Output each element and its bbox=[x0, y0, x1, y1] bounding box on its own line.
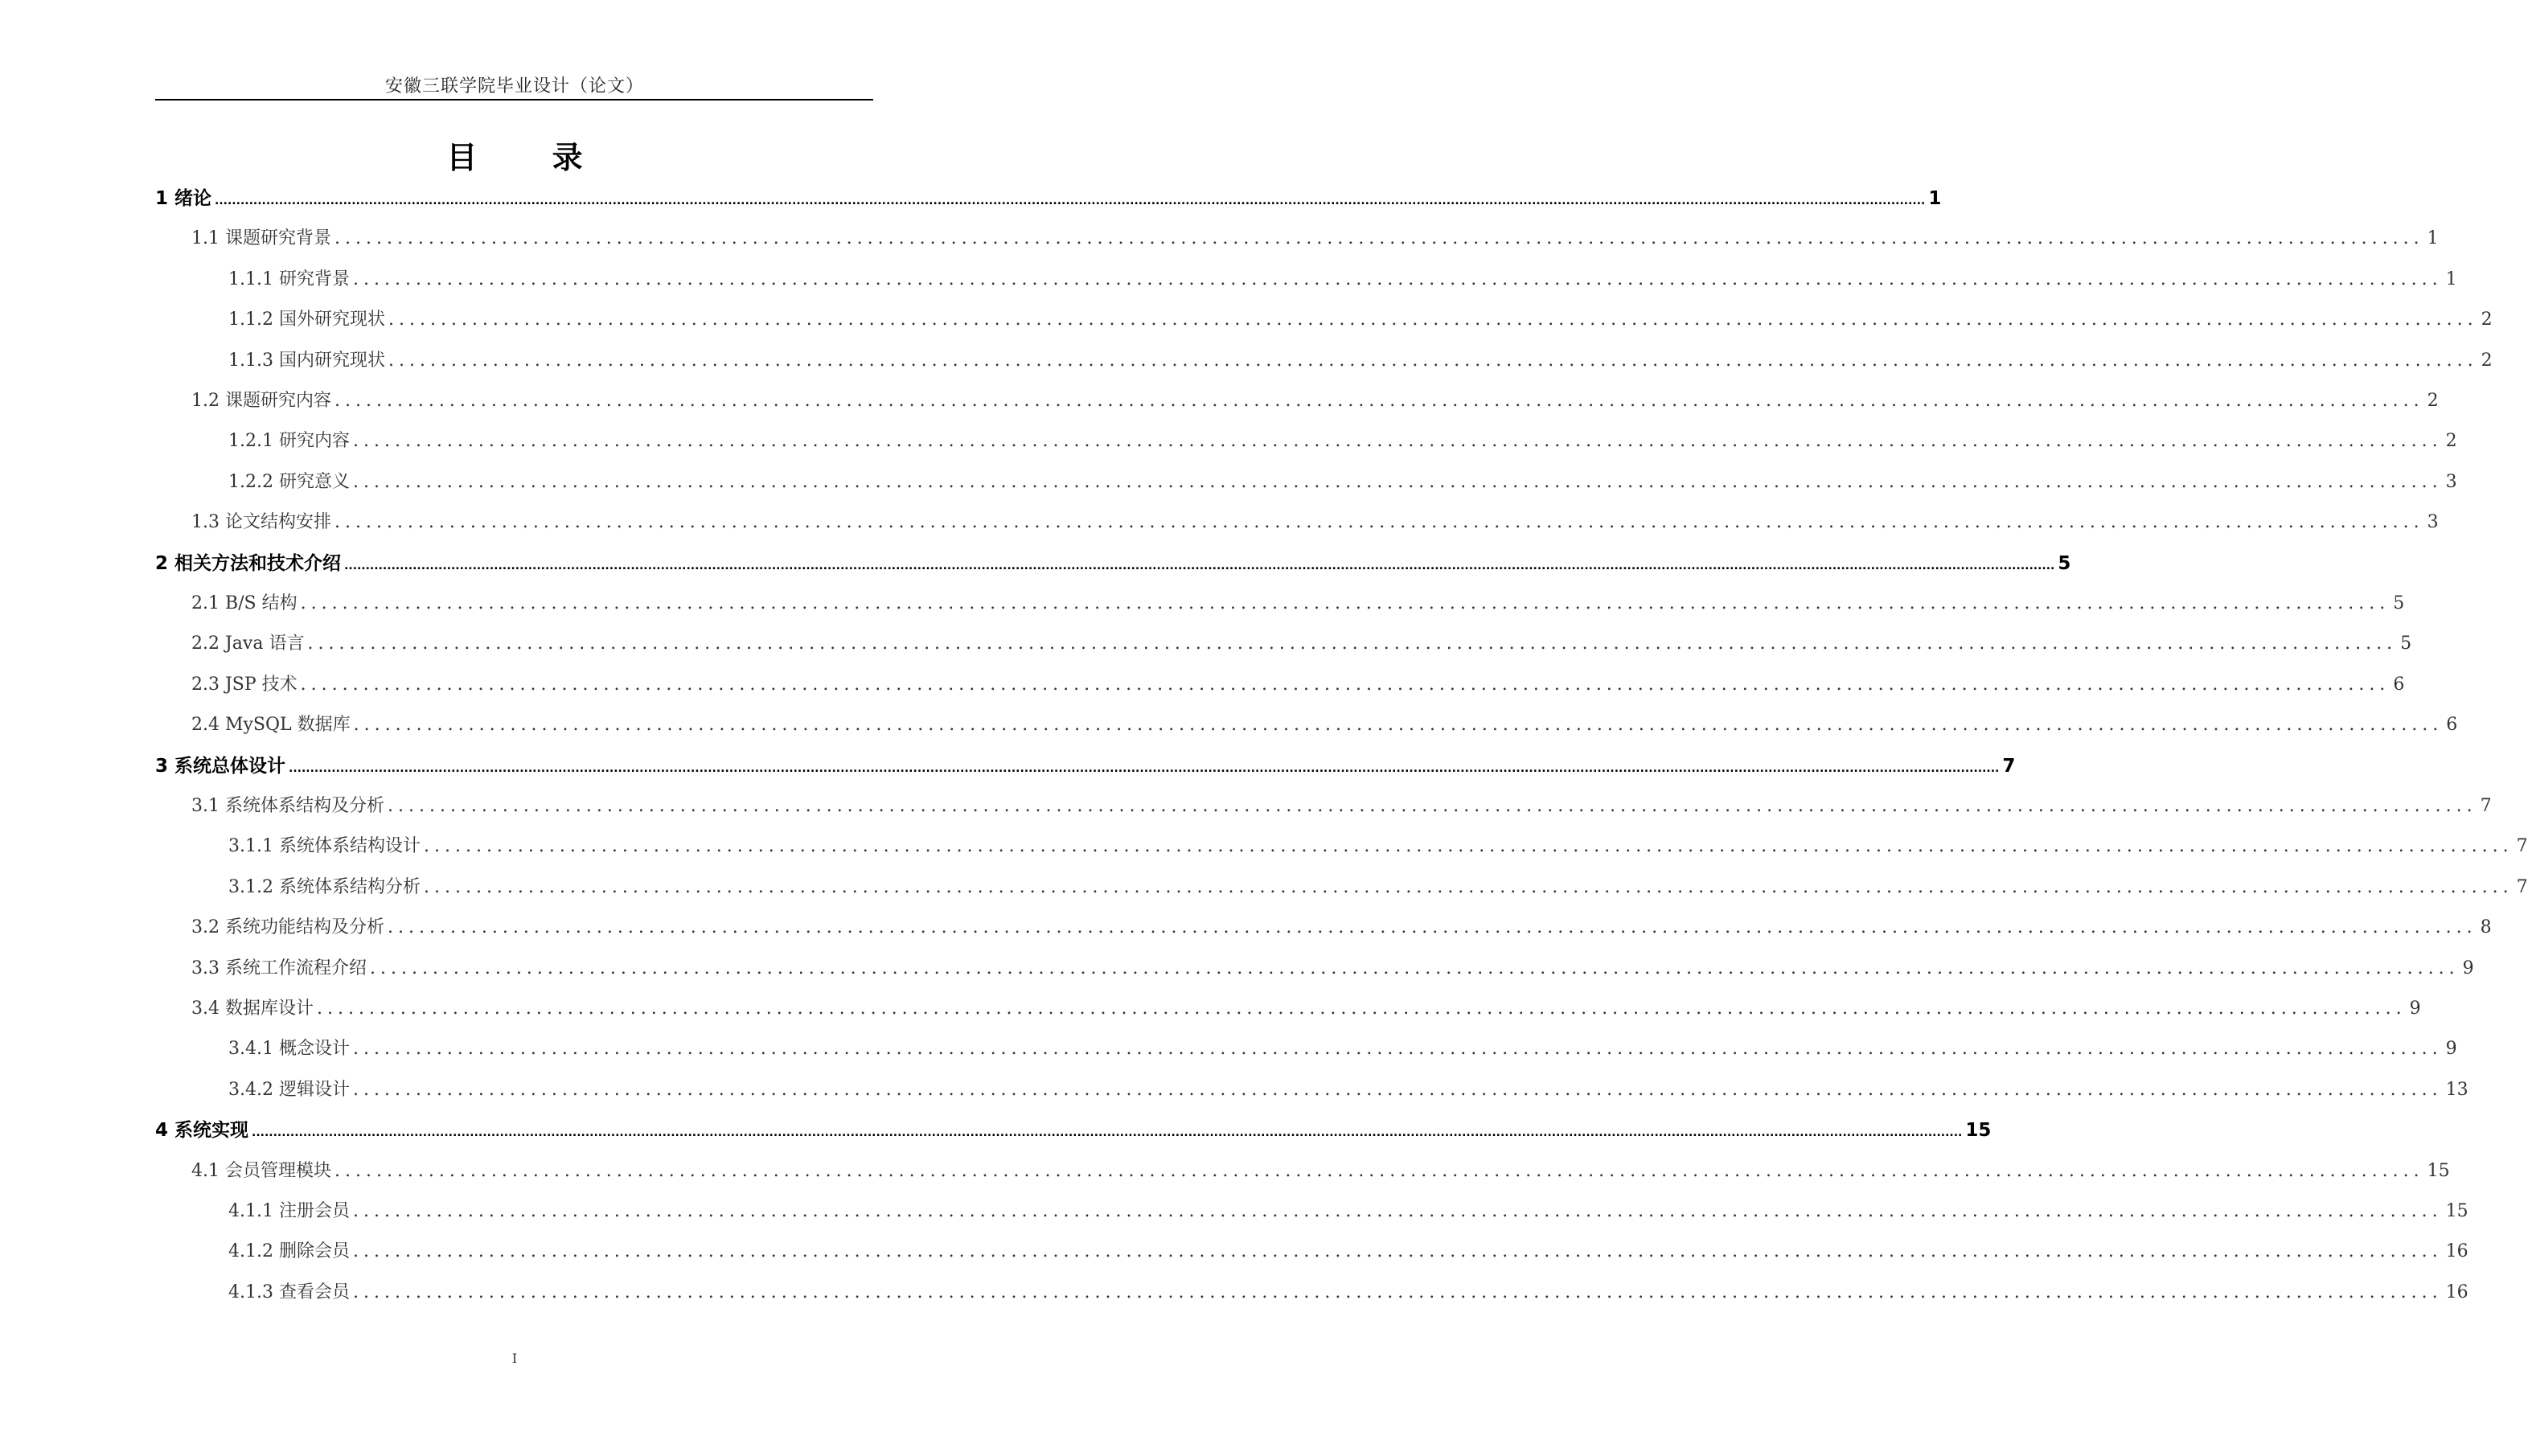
toc-entry-label: 1.1.1 研究背景 bbox=[228, 269, 350, 289]
toc-entry-label: 1.3 论文结构安排 bbox=[191, 512, 331, 533]
toc-entry-label: 2.1 B/S 结构 bbox=[191, 593, 298, 613]
toc-entry-label: 3 系统总体设计 bbox=[155, 755, 286, 777]
toc-entry-page: 3 bbox=[2427, 512, 2439, 533]
toc-entry bbox=[191, 912, 2492, 944]
toc-title: 目 录 bbox=[446, 140, 615, 175]
toc-dot-leader: ........................................................................................................................................................................................................ bbox=[369, 958, 2460, 978]
toc-entry-page: 1 bbox=[2445, 269, 2457, 289]
toc-entry-page: 6 bbox=[2446, 715, 2458, 736]
toc-entry-page: 2 bbox=[2481, 310, 2493, 330]
toc-entry bbox=[191, 507, 2439, 539]
toc-entry-label: 3.3 系统工作流程介绍 bbox=[191, 958, 367, 978]
toc-entry-label: 1.1 课题研究背景 bbox=[191, 228, 331, 249]
toc-dot-leader: ........................................................................................................................................................................................................ bbox=[300, 593, 2391, 613]
toc-entry bbox=[155, 183, 1942, 215]
toc-dot-leader: ................................................................................................................................................................................................................................................................................................................................................................................................................ bbox=[252, 1126, 1963, 1140]
toc-entry bbox=[191, 385, 2439, 417]
toc-entry-label: 3.1.2 系统体系结构分析 bbox=[228, 876, 421, 897]
toc-entry bbox=[228, 1277, 2468, 1309]
toc-entry bbox=[228, 264, 2457, 296]
toc-entry bbox=[228, 831, 2528, 863]
toc-entry-page: 9 bbox=[2445, 1039, 2457, 1060]
toc-dot-leader: ........................................................................................................................................................................................................ bbox=[423, 876, 2514, 897]
toc-dot-leader: ........................................................................................................................................................................................................ bbox=[388, 350, 2478, 371]
toc-entry-page: 16 bbox=[2445, 1282, 2468, 1302]
toc-entry-page: 2 bbox=[2481, 350, 2493, 371]
toc-dot-leader: ........................................................................................................................................................................................................ bbox=[352, 1241, 2443, 1262]
toc-dot-leader: ........................................................................................................................................................................................................ bbox=[334, 228, 2424, 249]
toc-entry-page: 15 bbox=[1965, 1120, 1992, 1142]
toc-entry-page: 16 bbox=[2445, 1241, 2468, 1262]
toc-entry-label: 1.2 课题研究内容 bbox=[191, 391, 331, 411]
toc-entry-label: 3.2 系统功能结构及分析 bbox=[191, 917, 384, 938]
toc-entry-page: 2 bbox=[2427, 391, 2439, 411]
toc-entry bbox=[191, 790, 2492, 822]
toc-dot-leader: ........................................................................................................................................................................................................ bbox=[352, 471, 2443, 492]
toc-dot-leader: ........................................................................................................................................................................................................ bbox=[334, 512, 2424, 533]
toc-entry bbox=[155, 548, 2071, 580]
toc-entry bbox=[228, 1074, 2468, 1106]
toc-dot-leader: ........................................................................................................................................................................................................ bbox=[352, 1079, 2443, 1100]
toc-dot-leader: ................................................................................................................................................................................................................................................................................................................................................................................................................ bbox=[289, 761, 2000, 775]
toc-dot-leader: ........................................................................................................................................................................................................ bbox=[352, 1282, 2443, 1302]
toc-entry bbox=[191, 993, 2421, 1025]
toc-dot-leader: ........................................................................................................................................................................................................ bbox=[352, 269, 2443, 289]
toc-entry bbox=[228, 872, 2528, 904]
toc-entry-label: 3.4 数据库设计 bbox=[191, 999, 314, 1019]
toc-entry-label: 3.4.1 概念设计 bbox=[228, 1039, 350, 1060]
toc-entry-label: 2.4 MySQL 数据库 bbox=[191, 715, 351, 736]
toc-dot-leader: ........................................................................................................................................................................................................ bbox=[316, 999, 2407, 1019]
toc-entry-page: 9 bbox=[2409, 999, 2421, 1019]
toc-entry bbox=[228, 304, 2493, 336]
toc-entry-label: 4.1 会员管理模块 bbox=[191, 1160, 331, 1181]
toc-entry-page: 7 bbox=[2002, 755, 2016, 777]
toc-entry bbox=[191, 628, 2412, 660]
toc-entry-page: 15 bbox=[2445, 1201, 2468, 1221]
toc-entry-label: 1.1.2 国外研究现状 bbox=[228, 310, 385, 330]
toc-dot-leader: ........................................................................................................................................................................................................ bbox=[334, 1160, 2424, 1181]
toc-entry bbox=[191, 1155, 2450, 1187]
toc-entry-label: 2.3 JSP 技术 bbox=[191, 674, 298, 695]
toc-entry-page: 13 bbox=[2445, 1079, 2468, 1100]
toc-entry-page: 1 bbox=[2427, 228, 2439, 249]
header-rule bbox=[155, 99, 873, 100]
toc-entry-label: 1.2.1 研究内容 bbox=[228, 431, 350, 452]
toc-dot-leader: ........................................................................................................................................................................................................ bbox=[300, 674, 2391, 695]
toc-dot-leader: ................................................................................................................................................................................................................................................................................................................................................................................................................ bbox=[215, 195, 1926, 207]
toc-entry-page: 5 bbox=[2058, 552, 2071, 574]
toc-entry-page: 5 bbox=[2393, 593, 2405, 613]
toc-entry-page: 6 bbox=[2393, 674, 2405, 695]
toc-entry-label: 4.1.1 注册会员 bbox=[228, 1201, 350, 1221]
toc-entry-label: 4 系统实现 bbox=[155, 1120, 249, 1142]
toc-entry-page: 1 bbox=[1928, 188, 1942, 209]
toc-entry-label: 1.2.2 研究意义 bbox=[228, 471, 350, 492]
toc-dot-leader: ................................................................................................................................................................................................................................................................................................................................................................................................................ bbox=[344, 559, 2055, 572]
toc-dot-leader: ........................................................................................................................................................................................................ bbox=[307, 634, 2398, 654]
toc-dot-leader: ........................................................................................................................................................................................................ bbox=[423, 836, 2514, 857]
toc-entry-label: 3.4.2 逻辑设计 bbox=[228, 1079, 350, 1100]
toc-entry bbox=[191, 588, 2405, 620]
toc-dot-leader: ........................................................................................................................................................................................................ bbox=[387, 796, 2477, 816]
toc-dot-leader: ........................................................................................................................................................................................................ bbox=[353, 715, 2444, 736]
toc-dot-leader: ........................................................................................................................................................................................................ bbox=[352, 1039, 2443, 1060]
toc-entry-page: 8 bbox=[2480, 917, 2492, 938]
toc-entry bbox=[191, 669, 2405, 701]
toc-entry-page: 7 bbox=[2516, 876, 2528, 897]
toc-entry-page: 9 bbox=[2462, 958, 2474, 978]
toc-dot-leader: ........................................................................................................................................................................................................ bbox=[334, 391, 2424, 411]
toc-dot-leader: ........................................................................................................................................................................................................ bbox=[352, 1201, 2443, 1221]
toc-entry-label: 2.2 Java 语言 bbox=[191, 634, 305, 654]
toc-entry-label: 1 绪论 bbox=[155, 188, 212, 209]
toc-entry-label: 4.1.2 删除会员 bbox=[228, 1241, 350, 1262]
toc-entry-label: 4.1.3 查看会员 bbox=[228, 1282, 350, 1302]
toc-entry-page: 3 bbox=[2445, 471, 2457, 492]
toc-entry bbox=[155, 1114, 1992, 1146]
toc-entry-page: 15 bbox=[2427, 1160, 2450, 1181]
toc-entry bbox=[191, 223, 2439, 255]
toc-dot-leader: ........................................................................................................................................................................................................ bbox=[388, 310, 2478, 330]
page-number: I bbox=[511, 1351, 518, 1366]
toc-entry-page: 2 bbox=[2445, 431, 2457, 452]
toc-entry bbox=[228, 466, 2457, 498]
toc-entry-page: 7 bbox=[2516, 836, 2528, 857]
toc-entry-page: 5 bbox=[2400, 634, 2412, 654]
toc-entry-label: 3.1 系统体系结构及分析 bbox=[191, 796, 384, 816]
running-header: 安徽三联学院毕业设计（论文） bbox=[384, 76, 644, 96]
toc-entry bbox=[228, 1196, 2468, 1228]
toc-entry bbox=[155, 750, 2016, 782]
toc-entry-label: 2 相关方法和技术介绍 bbox=[155, 552, 342, 574]
toc-entry bbox=[228, 1033, 2457, 1065]
toc-entry bbox=[228, 1236, 2468, 1268]
toc-entry-label: 3.1.1 系统体系结构设计 bbox=[228, 836, 421, 857]
toc-entry bbox=[191, 953, 2474, 985]
toc-entry-page: 7 bbox=[2480, 796, 2492, 816]
toc-entry bbox=[228, 425, 2457, 457]
toc-entry-label: 1.1.3 国内研究现状 bbox=[228, 350, 385, 371]
toc-entry bbox=[191, 709, 2458, 741]
toc-entry bbox=[228, 345, 2493, 377]
toc-dot-leader: ........................................................................................................................................................................................................ bbox=[352, 431, 2443, 452]
toc-dot-leader: ........................................................................................................................................................................................................ bbox=[387, 917, 2477, 938]
